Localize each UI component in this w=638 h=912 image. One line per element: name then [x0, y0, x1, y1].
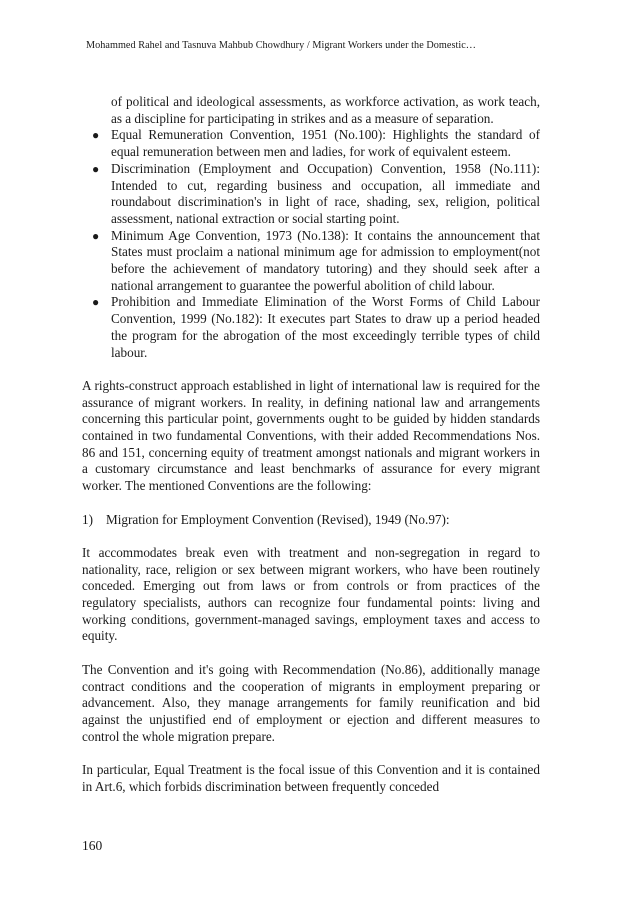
continued-bullet-text: of political and ideological assessments, as workforce activation, as work teach, as a discipline for participating in strikes and as a measure of separation. [111, 94, 540, 126]
numbered-item-marker: 1) [82, 511, 93, 527]
numbered-item-text: Migration for Employment Convention (Revised), 1949 (No.97): [106, 511, 450, 527]
paragraph: The Convention and it's going with Recommendation (No.86), additionally manage contract conditions and the cooperation of migrants in employment preparing or advancement. Also, they manage arrangements for family reunification and bid against the unjustified end of employment or ejection and different measures to control the whole migration prepare. [82, 661, 540, 744]
bullet-icon: ● [92, 228, 100, 243]
body-text [82, 94, 540, 795]
bullet-icon: ● [92, 161, 100, 176]
bullet-icon: ● [92, 128, 100, 143]
bullet-item [82, 294, 540, 361]
numbered-item [82, 512, 540, 529]
page-number: 160 [82, 838, 103, 853]
bullet-item [82, 228, 540, 295]
bullet-item [82, 161, 540, 228]
bullet-item [82, 127, 540, 160]
bullet-text: Equal Remuneration Convention, 1951 (No.100): Highlights the standard of equal remuneration between men and ladies, for work of equivalent esteem. [111, 127, 540, 160]
paragraph: In particular, Equal Treatment is the focal issue of this Convention and it is contained in Art.6, which forbids discrimination between frequently conceded [82, 762, 540, 794]
paragraph: It accommodates break even with treatment and non-segregation in regard to nationality, race, religion or sex between migrant workers, who have been routinely conceded. Emerging out from laws or from controls or from practices of the regulatory specialists, authors can recognize four fundamental points: living and working conditions, government-managed savings, employment taxes and access to equity. [82, 544, 540, 644]
bullet-text: Prohibition and Immediate Elimination of the Worst Forms of Child Labour Convention, 1999 (No.182): It executes part States to draw up a period headed the program for the abrogation of the most exceedingly terrible types of child labour. [111, 294, 540, 360]
bullet-text: Minimum Age Convention, 1973 (No.138): It contains the announcement that States must proclaim a national minimum age for admission to employment(not before the achievement of mandatory tutoring) and they should seek after a national arrangement to guarantee the powerful abolition of child labour. [111, 227, 540, 293]
convention-bullet-list [82, 127, 540, 361]
bullet-text: Discrimination (Employment and Occupation) Convention, 1958 (No.111): Intended to cut, regarding business and occupation, all immediate and roundabout discrimination's in light of race, shading, sex, religion, political assessment, national extraction or social starting point. [111, 160, 540, 226]
paragraph: A rights-construct approach established in light of international law is required for the assurance of migrant workers. In reality, in defining national law and arrangements concerning this particular point, governments ought to be guided by hidden standards contained in two fundamental Conventions, with their added Recommendations Nos. 86 and 151, concerning equity of treatment amongst nationals and migrant workers in a customary circumstance and least benchmarks of assurance for every migrant worker. The mentioned Conventions are the following: [82, 377, 540, 494]
bullet-icon: ● [92, 295, 100, 310]
running-header: Mohammed Rahel and Tasnuva Mahbub Chowdhury / Migrant Workers under the Domestic… [86, 40, 477, 51]
